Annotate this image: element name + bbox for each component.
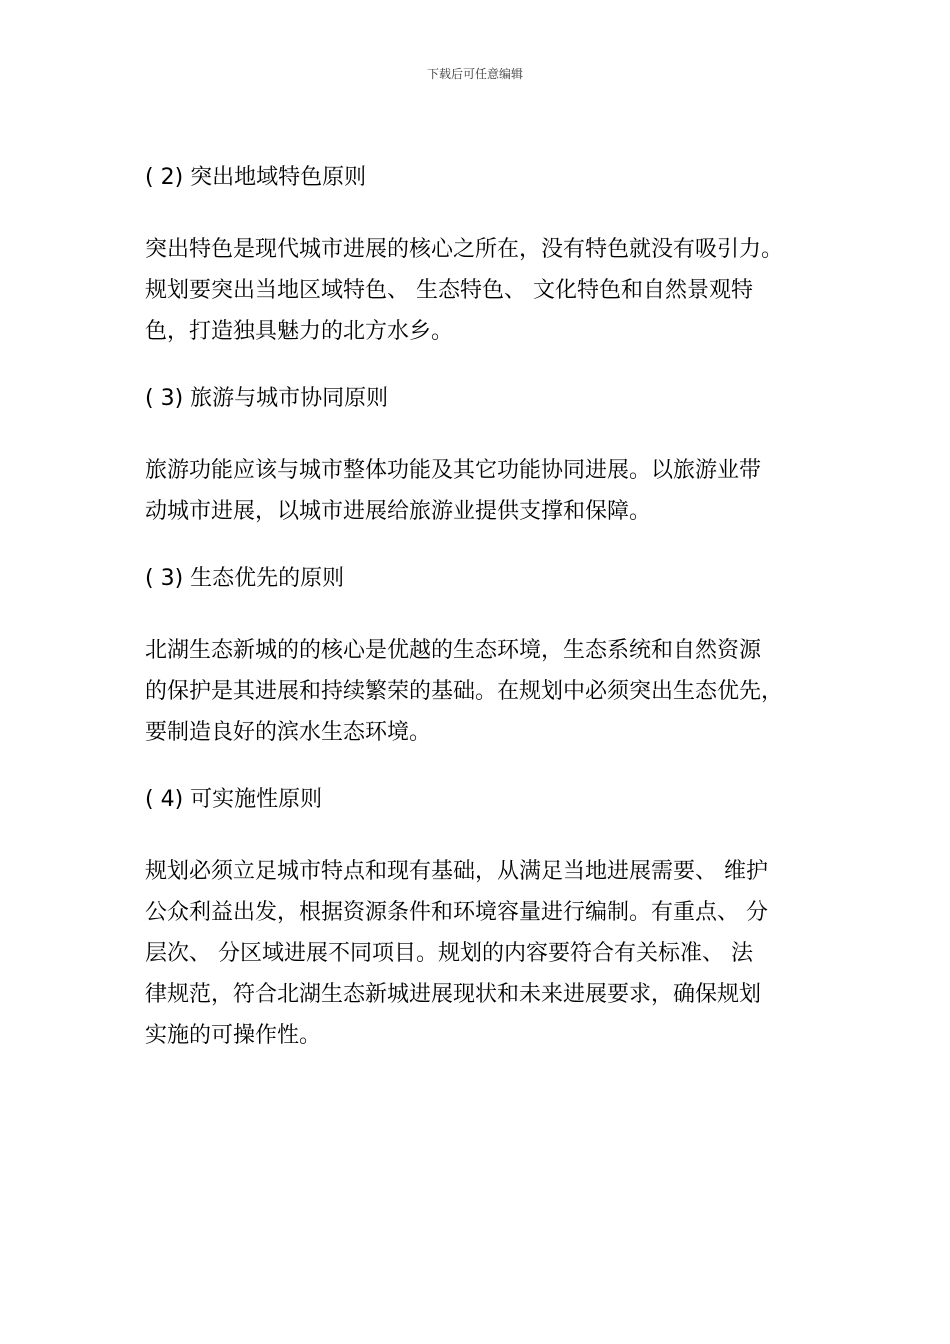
- paragraph-line: 的保护是其进展和持续繁荣的基础。在规划中必须突出生态优先，: [145, 679, 784, 704]
- paragraph-line: 实施的可操作性。: [145, 1023, 322, 1048]
- paragraph-line: 层次、 分区域进展不同项目。规划的内容要符合有关标准、 法: [145, 941, 753, 966]
- section-heading: ( 2) 突出地域特色原则: [145, 165, 367, 190]
- paragraph-line: 律规范，符合北湖生态新城进展现状和未来进展要求，确保规划: [145, 982, 762, 1007]
- paragraph-line: 公众利益出发，根据资源条件和环境容量进行编制。有重点、 分: [145, 900, 768, 925]
- section-heading: ( 3) 旅游与城市协同原则: [145, 386, 389, 411]
- document-body: [145, 160, 825, 1056]
- section-heading: ( 4) 可实施性原则: [145, 787, 323, 812]
- section-paragraph: [145, 229, 825, 352]
- section-heading: ( 3) 生态优先的原则: [145, 566, 345, 591]
- paragraph-line: 要制造良好的滨水生态环境。: [145, 720, 432, 745]
- paragraph-line: 色，打造独具魅力的北方水乡。: [145, 319, 454, 344]
- paragraph-line: 规划要突出当地区域特色、 生态特色、 文化特色和自然景观特: [145, 278, 753, 303]
- paragraph-line: 动城市进展，以城市进展给旅游业提供支撑和保障。: [145, 499, 652, 524]
- section-paragraph: [145, 450, 825, 532]
- section-paragraph: [145, 630, 825, 753]
- paragraph-line: 旅游功能应该与城市整体功能及其它功能协同进展。以旅游业带: [145, 458, 762, 483]
- section-paragraph: [145, 851, 825, 1056]
- paragraph-line: 北湖生态新城的的核心是优越的生态环境，生态系统和自然资源: [145, 638, 762, 663]
- page-header: 下载后可任意编辑: [426, 67, 523, 81]
- paragraph-line: 突出特色是现代城市进展的核心之所在，没有特色就没有吸引力。: [145, 237, 784, 262]
- paragraph-line: 规划必须立足城市特点和现有基础，从满足当地进展需要、 维护: [145, 859, 768, 884]
